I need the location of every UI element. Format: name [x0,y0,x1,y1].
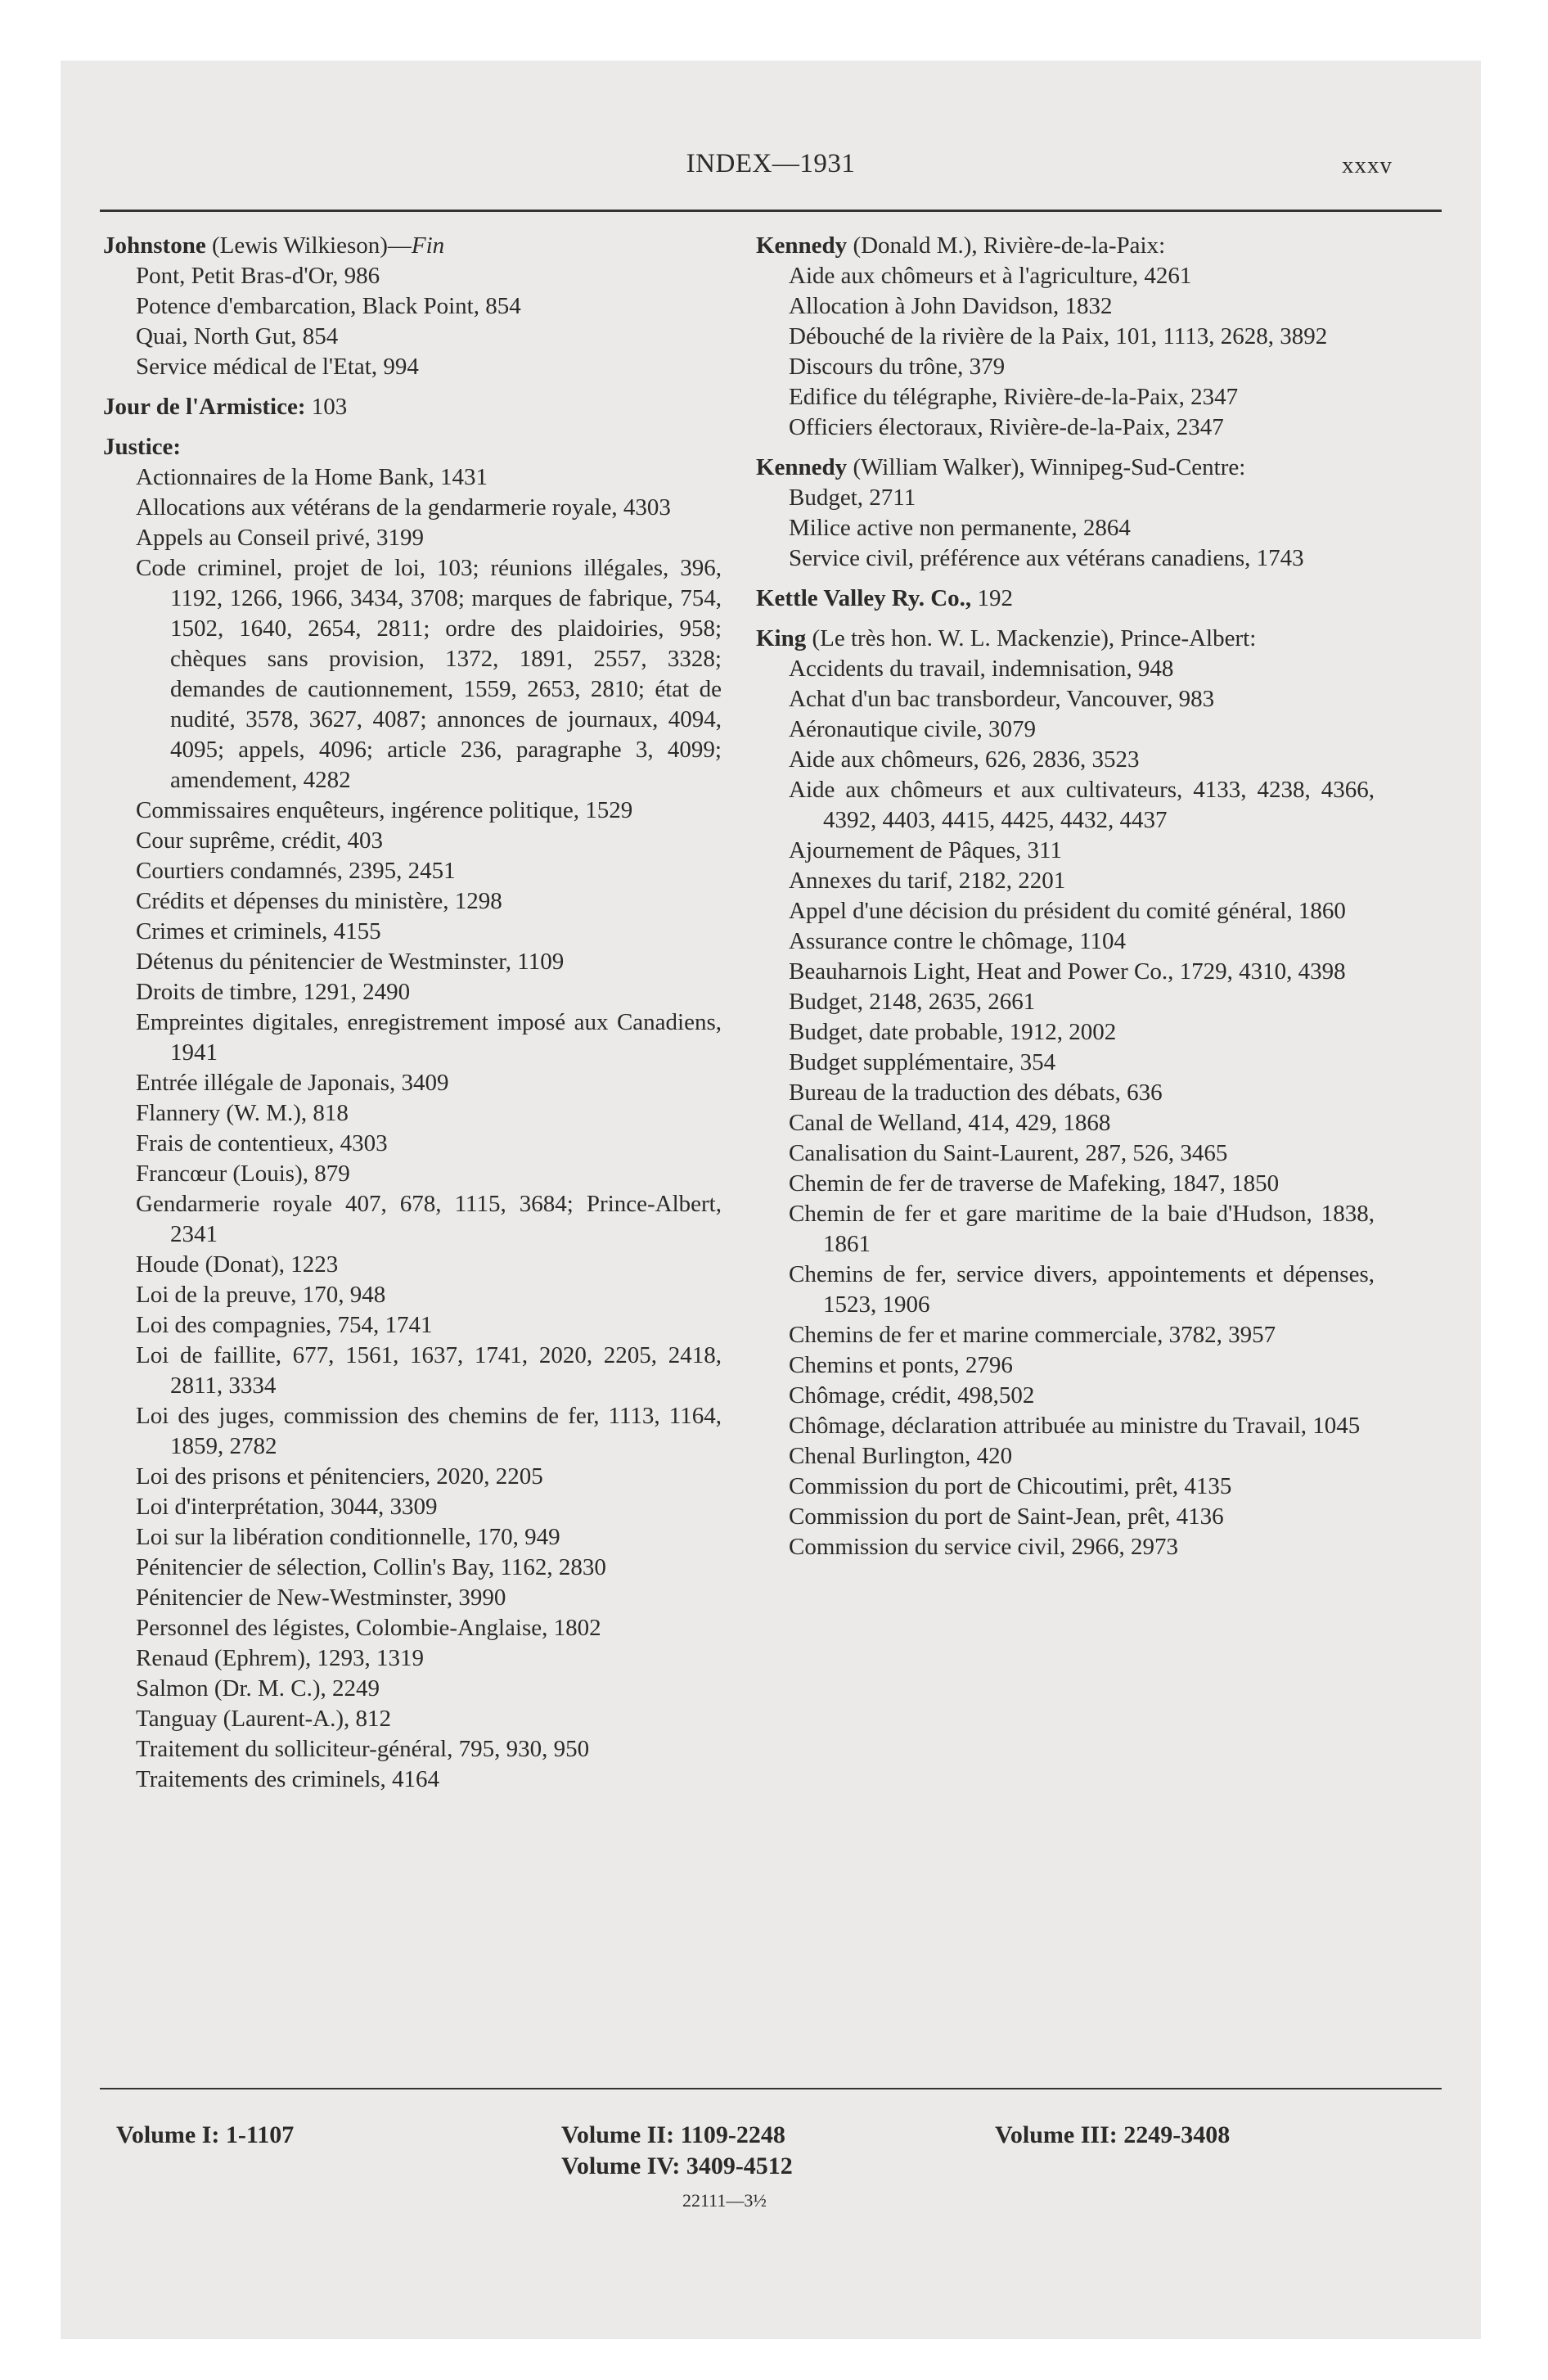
entry-heading [756,453,1375,483]
subentry: Quai, North Gut, 854 [136,323,339,349]
volume-footer [61,2113,1481,2228]
running-header [61,149,1481,190]
volume-4-range: Volume IV: 3409-4512 [561,2152,793,2179]
subentry: Annexes du tarif, 2182, 2201 [789,868,1066,894]
entry-heading [756,231,1375,261]
subentry: Chemins de fer et marine commerciale, 3782, 3957 [789,1322,1276,1348]
subentry: Allocation à John Davidson, 1832 [789,293,1113,319]
index-entry [756,231,1375,443]
subentry: Loi de faillite, 677, 1561, 1637, 1741, 2020, 2205, 2418, 2811, 3334 [136,1342,722,1399]
subentry: Chômage, crédit, 498,502 [789,1382,1035,1409]
subentry: Commissaires enquêteurs, ingérence politique, 1529 [136,797,633,823]
entry-heading [103,392,722,422]
subentry: Allocations aux vétérans de la gendarmerie royale, 4303 [136,494,671,521]
subentry: Commission du service civil, 2966, 2973 [789,1534,1179,1560]
right-column [756,231,1375,1572]
volume-2-range: Volume II: 1109-2248 [561,2121,785,2148]
subentry: Chômage, déclaration attribuée au ministre du Travail, 1045 [789,1413,1361,1439]
entry-heading [756,584,1375,614]
entry-headword: King [756,625,807,651]
entry-headword: Johnstone [103,232,206,259]
index-page [61,61,1481,2339]
subentry: Personnel des légistes, Colombie-Anglaise, 1802 [136,1615,601,1641]
subentry: Chemin de fer et gare maritime de la baie d'Hudson, 1838, 1861 [789,1201,1375,1257]
entry-qualifier: (Donald M.), Rivière-de-la-Paix: [847,232,1166,259]
subentry: Ajournement de Pâques, 311 [789,837,1062,863]
subentry: Beauharnois Light, Heat and Power Co., 1729, 4310, 4398 [789,958,1346,985]
subentry: Pénitencier de New-Westminster, 3990 [136,1584,506,1611]
index-entry [103,231,722,382]
subentry: Aide aux chômeurs et aux cultivateurs, 4133, 4238, 4366, 4392, 4403, 4415, 4425, 4432, 4437 [789,777,1375,833]
subentry: Chemins de fer, service divers, appointements et dépenses, 1523, 1906 [789,1261,1375,1318]
subentry: Service médical de l'Etat, 994 [136,354,419,380]
subentry: Frais de contentieux, 4303 [136,1130,388,1156]
subentry: Commission du port de Chicoutimi, prêt, 4135 [789,1473,1232,1499]
volume-3-range: Volume III: 2249-3408 [995,2121,1231,2148]
subentry: Renaud (Ephrem), 1293, 1319 [136,1645,424,1671]
subentry: Loi de la preuve, 170, 948 [136,1282,386,1308]
entry-heading [103,432,722,462]
subentry: Traitement du solliciteur-général, 795, 930, 950 [136,1736,590,1762]
subentry: Milice active non permanente, 2864 [789,515,1131,541]
subentry: Budget, 2148, 2635, 2661 [789,989,1036,1015]
subentry: Cour suprême, crédit, 403 [136,827,384,854]
subentry: Entrée illégale de Japonais, 3409 [136,1070,449,1096]
subentry: Appels au Conseil privé, 3199 [136,525,424,551]
subentry: Loi sur la libération conditionnelle, 170, 949 [136,1524,560,1550]
subentry: Service civil, préférence aux vétérans canadiens, 1743 [789,545,1304,571]
subentry: Appel d'une décision du président du comité général, 1860 [789,898,1346,924]
entry-headword: Kettle Valley Ry. Co., [756,585,972,611]
subentry: Officiers électoraux, Rivière-de-la-Paix, 2347 [789,414,1224,440]
volume-1-range: Volume I: 1-1107 [116,2121,295,2148]
subentry: Loi des prisons et pénitenciers, 2020, 2205 [136,1463,543,1490]
subentry: Accidents du travail, indemnisation, 948 [789,656,1174,682]
subentry: Francœur (Louis), 879 [136,1161,350,1187]
subentry: Commission du port de Saint-Jean, prêt, 4136 [789,1503,1224,1530]
subentry: Détenus du pénitencier de Westminster, 1109 [136,949,565,975]
subentry: Pénitencier de sélection, Collin's Bay, 1162, 2830 [136,1554,606,1580]
footer-rule [100,2088,1442,2089]
entry-headword: Kennedy [756,454,848,480]
entry-suffix: Fin [411,232,445,259]
index-entry [756,624,1375,1562]
subentry: Loi des juges, commission des chemins de fer, 1113, 1164, 1859, 2782 [136,1403,722,1459]
subentry: Chemins et ponts, 2796 [789,1352,1013,1378]
subentry: Edifice du télégraphe, Rivière-de-la-Paix, 2347 [789,384,1239,410]
entry-heading [103,231,722,261]
subentry: Budget supplémentaire, 354 [789,1049,1056,1075]
page-number: xxxv [1342,152,1393,178]
entry-qualifier: 192 [971,585,1013,611]
entry-qualifier: (William Walker), Winnipeg-Sud-Centre: [847,454,1246,480]
entry-heading [756,624,1375,654]
subentry: Canalisation du Saint-Laurent, 287, 526, 3465 [789,1140,1228,1166]
page-title: INDEX—1931 [686,149,856,178]
subentry: Courtiers condamnés, 2395, 2451 [136,858,456,884]
index-entry [756,584,1375,614]
subentry: Crédits et dépenses du ministère, 1298 [136,888,502,914]
subentry: Discours du trône, 379 [789,354,1006,380]
subentry: Assurance contre le chômage, 1104 [789,928,1127,954]
entry-headword: Jour de l'Armistice: [103,394,306,420]
subentry: Houde (Donat), 1223 [136,1251,339,1278]
subentry: Actionnaires de la Home Bank, 1431 [136,464,488,490]
subentry: Chenal Burlington, 420 [789,1443,1013,1469]
subentry: Empreintes digitales, enregistrement imposé aux Canadiens, 1941 [136,1009,722,1066]
subentry: Droits de timbre, 1291, 2490 [136,979,411,1005]
subentry: Aide aux chômeurs et à l'agriculture, 4261 [789,263,1192,289]
subentry: Débouché de la rivière de la Paix, 101, 1113, 2628, 3892 [789,323,1328,349]
index-entry [103,392,722,422]
subentry: Aide aux chômeurs, 626, 2836, 3523 [789,746,1140,773]
entry-headword: Justice: [103,434,182,460]
subentry: Potence d'embarcation, Black Point, 854 [136,293,521,319]
subentry: Tanguay (Laurent-A.), 812 [136,1706,392,1732]
entry-qualifier: 103 [305,394,348,420]
subentry: Gendarmerie royale 407, 678, 1115, 3684; Prince-Albert, 2341 [136,1191,722,1247]
subentry: Canal de Welland, 414, 429, 1868 [789,1110,1111,1136]
subentry: Chemin de fer de traverse de Mafeking, 1847, 1850 [789,1170,1280,1197]
left-column [103,231,722,1805]
entry-headword: Kennedy [756,232,848,259]
subentry: Salmon (Dr. M. C.), 2249 [136,1675,380,1702]
subentry: Aéronautique civile, 3079 [789,716,1036,742]
subentry: Flannery (W. M.), 818 [136,1100,349,1126]
subentry: Achat d'un bac transbordeur, Vancouver, 983 [789,686,1215,712]
subentry: Loi d'interprétation, 3044, 3309 [136,1494,438,1520]
index-entry [756,453,1375,574]
subentry: Traitements des criminels, 4164 [136,1766,440,1792]
subentry: Budget, date probable, 1912, 2002 [789,1019,1117,1045]
subentry: Code criminel, projet de loi, 103; réunions illégales, 396, 1192, 1266, 1966, 3434, 3708; marques de fabrique, 754, 1502, 1640, 2654, 2811; ordre des plaidoiries, 958; chèques sans provision, 1372, 1891, 2557, 3328; demandes de cautionnement, 1559, 2653, 2810; état de nudité, 3578, 3627, 4087; annonces de journaux, 4094, 4095; appels, 4096; article 236, paragraphe 3, 4099; amendement, 4282 [136,555,722,793]
subentry: Budget, 2711 [789,485,916,511]
subentry: Loi des compagnies, 754, 1741 [136,1312,433,1338]
entry-qualifier: (Le très hon. W. L. Mackenzie), Prince-Albert: [806,625,1257,651]
header-rule [100,210,1442,212]
index-entry [103,432,722,1795]
entry-qualifier: (Lewis Wilkieson)— [205,232,412,259]
print-code: 22111—3½ [682,2190,767,2211]
subentry: Crimes et criminels, 4155 [136,918,381,944]
subentry: Bureau de la traduction des débats, 636 [789,1080,1163,1106]
subentry: Pont, Petit Bras-d'Or, 986 [136,263,380,289]
